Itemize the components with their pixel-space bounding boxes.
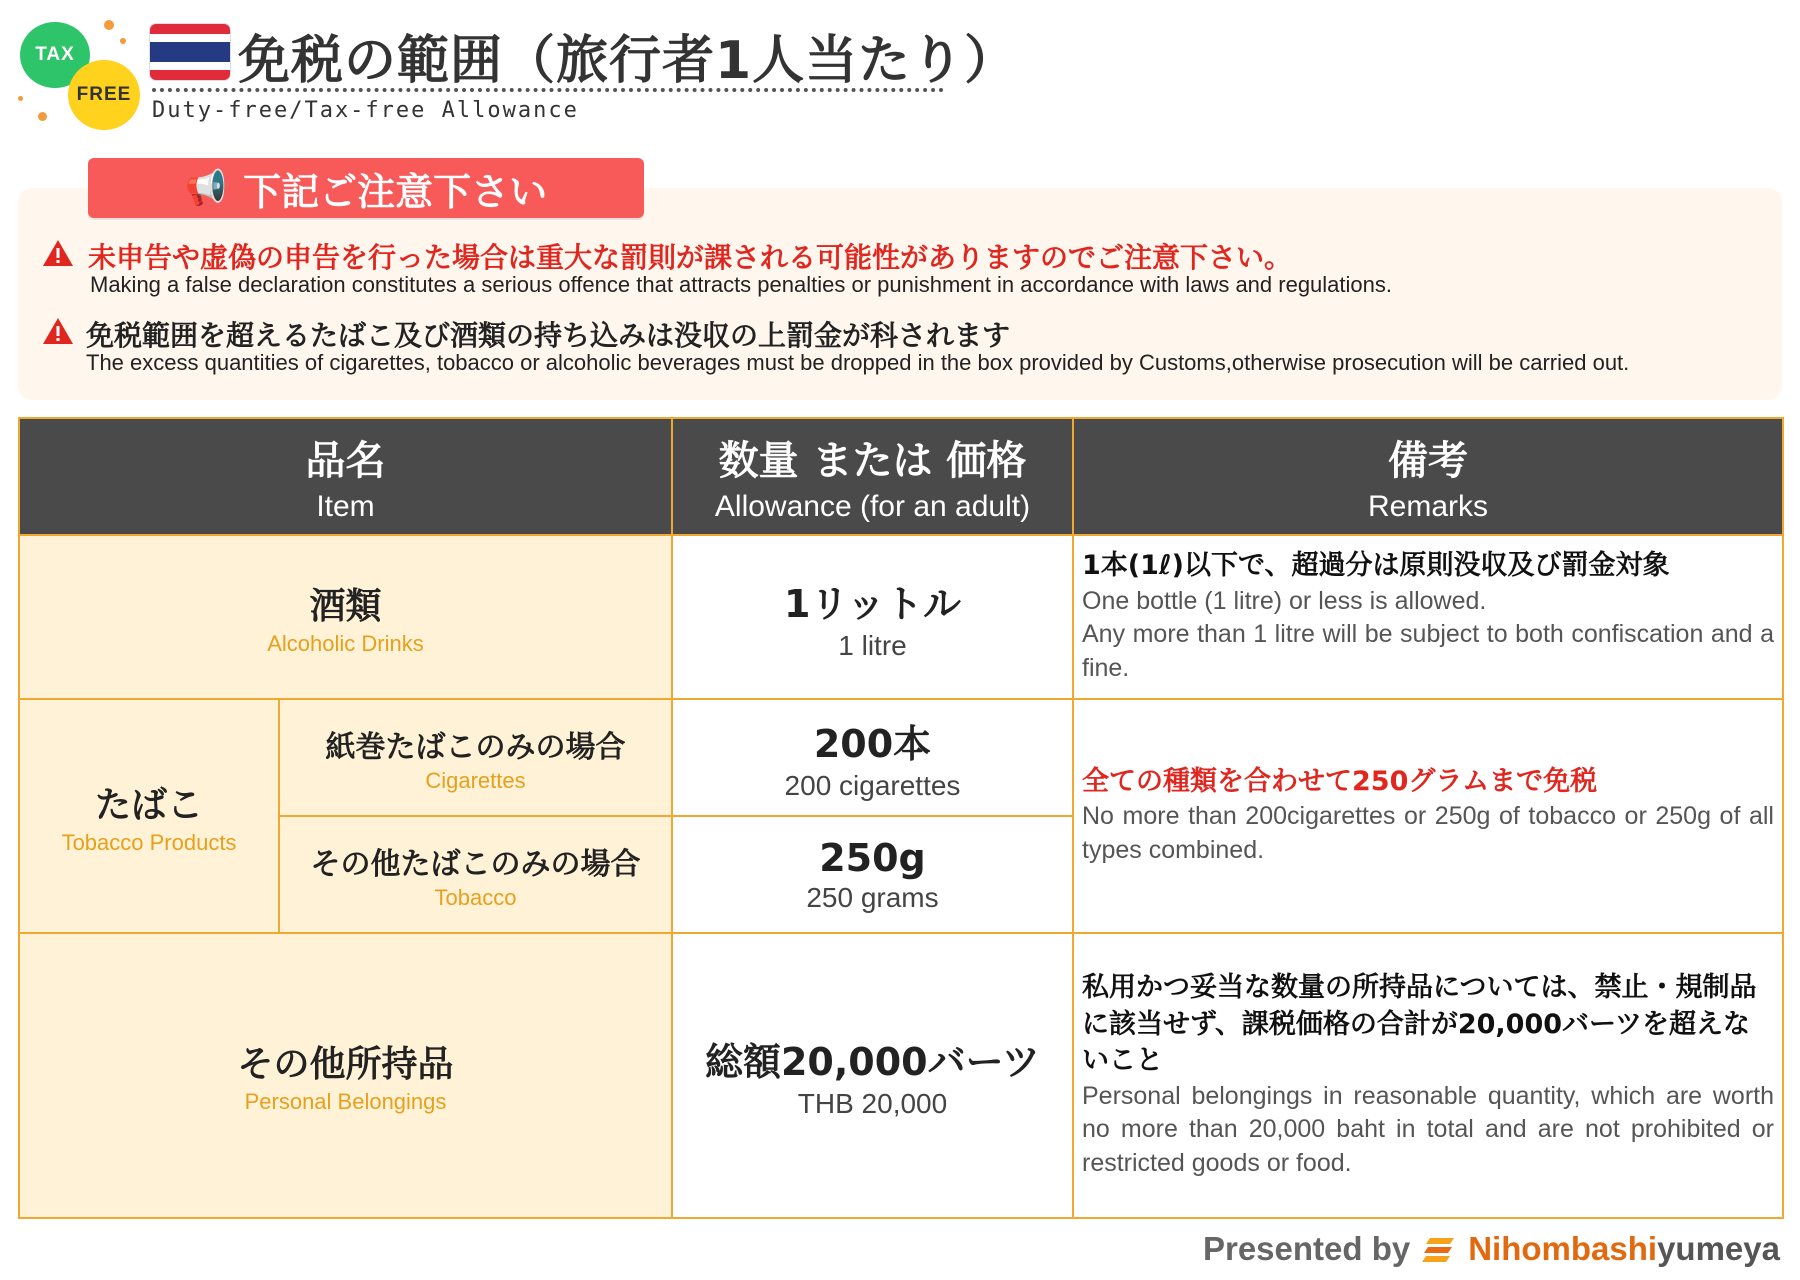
presented-by-label: Presented by bbox=[1202, 1230, 1411, 1267]
page-subtitle: Duty-free/Tax-free Allowance bbox=[152, 98, 579, 123]
remarks-en: No more than 200cigarettes or 250g of tobacco or 250g of all types combined. bbox=[1082, 802, 1774, 865]
logo-dot bbox=[104, 20, 114, 30]
table-row-belongings bbox=[19, 933, 1783, 1218]
allowance-value-en: 250 grams bbox=[806, 881, 939, 913]
allowance-table bbox=[18, 417, 1784, 1219]
header-item bbox=[19, 418, 672, 535]
remarks-en: Personal belongings in reasonable quantity, which are worth no more than 20,000 baht in total and are not prohibited or restricted goods or food. bbox=[1082, 1081, 1774, 1178]
header-allowance bbox=[672, 418, 1073, 535]
logo-tax-bubble: TAX bbox=[20, 22, 90, 88]
remarks-jp: 私用かつ妥当な数量の所持品については、禁止・規制品に該当せず、課税価格の合計が20,000バーツを超えないこと bbox=[1082, 972, 1757, 1077]
category-label-jp: 酒類 bbox=[309, 585, 382, 627]
allowance-tobacco bbox=[672, 816, 1073, 933]
tax-free-logo bbox=[18, 18, 138, 128]
allowance-value-jp: 200本 bbox=[813, 722, 932, 766]
category-tobacco bbox=[19, 699, 279, 933]
category-alcohol bbox=[19, 535, 672, 699]
allowance-belongings bbox=[672, 933, 1073, 1218]
table-row-cigarettes bbox=[19, 699, 1783, 816]
brand-name-part2: yumeya bbox=[1657, 1230, 1780, 1267]
table-header-row bbox=[19, 418, 1783, 535]
warning-text-en: Making a false declaration constitutes a serious offence that attracts penalties or punishment in accordance with laws and regulations. bbox=[90, 272, 1392, 297]
category-label-jp: その他所持品 bbox=[237, 1044, 454, 1085]
warning-icon bbox=[42, 238, 74, 268]
header-item-jp: 品名 bbox=[305, 438, 386, 484]
header-remarks bbox=[1073, 418, 1783, 535]
brand-name-part1: Nihombashi bbox=[1468, 1230, 1658, 1267]
warning-text-en: The excess quantities of cigarettes, tobacco or alcoholic beverages must be dropped in the box provided by Customs,otherwise prosecution will be carried out. bbox=[86, 350, 1630, 375]
page-title: 免税の範囲（旅行者1人当たり） bbox=[238, 31, 1018, 91]
megaphone-icon: 📢 bbox=[184, 168, 228, 208]
footer-credit bbox=[1203, 1230, 1780, 1268]
header-remarks-jp: 備考 bbox=[1388, 438, 1468, 484]
header-item-en: Item bbox=[316, 490, 375, 523]
allowance-value-jp: 250g bbox=[819, 835, 926, 880]
notice-tab-label: 下記ご注意下さい bbox=[243, 169, 548, 214]
allowance-value-en: 200 cigarettes bbox=[784, 770, 961, 801]
category-label-en: Tobacco Products bbox=[61, 829, 237, 855]
warning-text-jp: 免税範囲を超えるたばこ及び酒類の持ち込みは没収の上罰金が科されます bbox=[86, 319, 1011, 352]
thailand-flag-icon bbox=[150, 24, 230, 80]
subcategory-cigarettes bbox=[279, 699, 672, 816]
category-belongings bbox=[19, 933, 672, 1218]
warning-icon bbox=[42, 316, 74, 346]
remarks-jp: 1本(1ℓ)以下で、超過分は原則没収及び罰金対象 bbox=[1082, 550, 1670, 582]
logo-free-bubble: FREE bbox=[68, 60, 140, 130]
category-label-en: Alcoholic Drinks bbox=[267, 630, 424, 656]
allowance-value-jp: 1リットル bbox=[784, 581, 961, 626]
warning-item bbox=[42, 314, 1782, 384]
brand-mark-icon bbox=[1422, 1234, 1456, 1264]
subcategory-label-jp: その他たばこのみの場合 bbox=[310, 846, 641, 882]
warning-text-jp: 未申告や虚偽の申告を行った場合は重大な罰則が課される可能性がありますのでご注意下さい。 bbox=[88, 241, 1293, 274]
remarks-tobacco bbox=[1073, 699, 1783, 933]
subcategory-label-en: Cigarettes bbox=[425, 767, 526, 793]
subcategory-label-jp: 紙巻たばこのみの場合 bbox=[325, 729, 626, 765]
remarks-en: Any more than 1 litre will be subject to both confiscation and a fine. bbox=[1082, 620, 1774, 683]
remarks-alcohol bbox=[1073, 535, 1783, 699]
header-allowance-en: Allowance (for an adult) bbox=[714, 490, 1031, 523]
remarks-belongings bbox=[1073, 933, 1783, 1218]
remarks-jp: 全ての種類を合わせて250グラムまで免税 bbox=[1082, 766, 1598, 798]
logo-dot bbox=[18, 96, 23, 101]
notice-tab bbox=[88, 158, 644, 218]
category-label-jp: たばこ bbox=[94, 784, 203, 826]
logo-dot bbox=[120, 38, 126, 44]
remarks-en: One bottle (1 litre) or less is allowed. bbox=[1082, 586, 1487, 615]
allowance-alcohol bbox=[672, 535, 1073, 699]
allowance-value-jp: 総額20,000バーツ bbox=[704, 1040, 1041, 1084]
title-divider bbox=[152, 88, 944, 92]
warning-item bbox=[42, 236, 1782, 306]
header-allowance-jp: 数量 または 価格 bbox=[718, 438, 1027, 484]
allowance-cigarettes bbox=[672, 699, 1073, 816]
brand-name bbox=[1468, 1230, 1780, 1268]
header-remarks-en: Remarks bbox=[1367, 490, 1488, 523]
logo-dot bbox=[38, 112, 47, 121]
allowance-value-en: 1 litre bbox=[838, 629, 907, 661]
allowance-value-en: THB 20,000 bbox=[797, 1088, 948, 1119]
category-label-en: Personal Belongings bbox=[244, 1089, 447, 1114]
subcategory-label-en: Tobacco bbox=[434, 884, 517, 910]
subcategory-tobacco bbox=[279, 816, 672, 933]
table-row-alcohol bbox=[19, 535, 1783, 699]
